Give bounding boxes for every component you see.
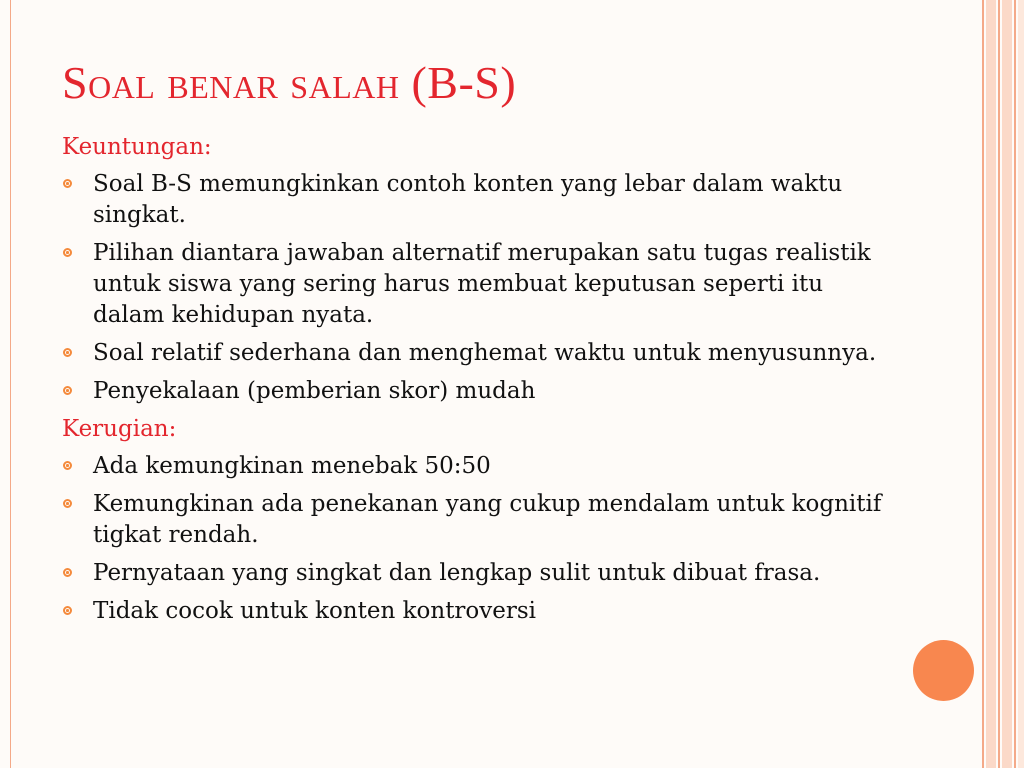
ring-bullet-icon: [63, 386, 72, 395]
list-item: [62, 596, 892, 627]
ring-bullet-icon: [63, 568, 72, 577]
right-stripe: [1018, 0, 1024, 768]
list-item: [62, 376, 892, 407]
advantages-list: [62, 169, 892, 407]
list-item-text: Pilihan diantara jawaban alternatif merupakan satu tugas realistik untuk siswa yang sering harus membuat keputusan seperti itu dalam kehidupan nyata.: [93, 240, 871, 328]
disadvantages-list: [62, 451, 892, 627]
decorative-circle: [913, 640, 974, 701]
list-item-text: Ada kemungkinan menebak 50:50: [93, 453, 491, 479]
right-stripe: [986, 0, 996, 768]
section-heading-disadvantages: Kerugian:: [62, 416, 177, 442]
right-stripe: [998, 0, 1000, 768]
list-item: [62, 451, 892, 482]
list-item: [62, 338, 892, 369]
list-item: [62, 489, 892, 551]
list-item-text: Soal B-S memungkinkan contoh konten yang lebar dalam waktu singkat.: [93, 171, 843, 228]
ring-bullet-icon: [63, 248, 72, 257]
ring-bullet-icon: [63, 461, 72, 470]
list-item: [62, 169, 892, 231]
slide-content: [62, 132, 892, 634]
list-item-text: Soal relatif sederhana dan menghemat waktu untuk menyusunnya.: [93, 340, 877, 366]
right-stripe: [1014, 0, 1016, 768]
list-item: [62, 558, 892, 589]
section-heading-advantages: Keuntungan:: [62, 134, 212, 160]
ring-bullet-icon: [63, 606, 72, 615]
list-item-text: Penyekalaan (pemberian skor) mudah: [93, 378, 536, 404]
list-item-text: Tidak cocok untuk konten kontroversi: [93, 598, 537, 624]
right-stripe: [1002, 0, 1012, 768]
ring-bullet-icon: [63, 499, 72, 508]
ring-bullet-icon: [63, 179, 72, 188]
right-stripe: [982, 0, 984, 768]
slide-title: Soal benar salah (B-S): [62, 57, 517, 108]
ring-bullet-icon: [63, 348, 72, 357]
list-item-text: Pernyataan yang singkat dan lengkap sulit untuk dibuat frasa.: [93, 560, 821, 586]
left-border-line: [10, 0, 11, 768]
list-item-text: Kemungkinan ada penekanan yang cukup mendalam untuk kognitif tigkat rendah.: [93, 491, 882, 548]
list-item: [62, 238, 892, 331]
